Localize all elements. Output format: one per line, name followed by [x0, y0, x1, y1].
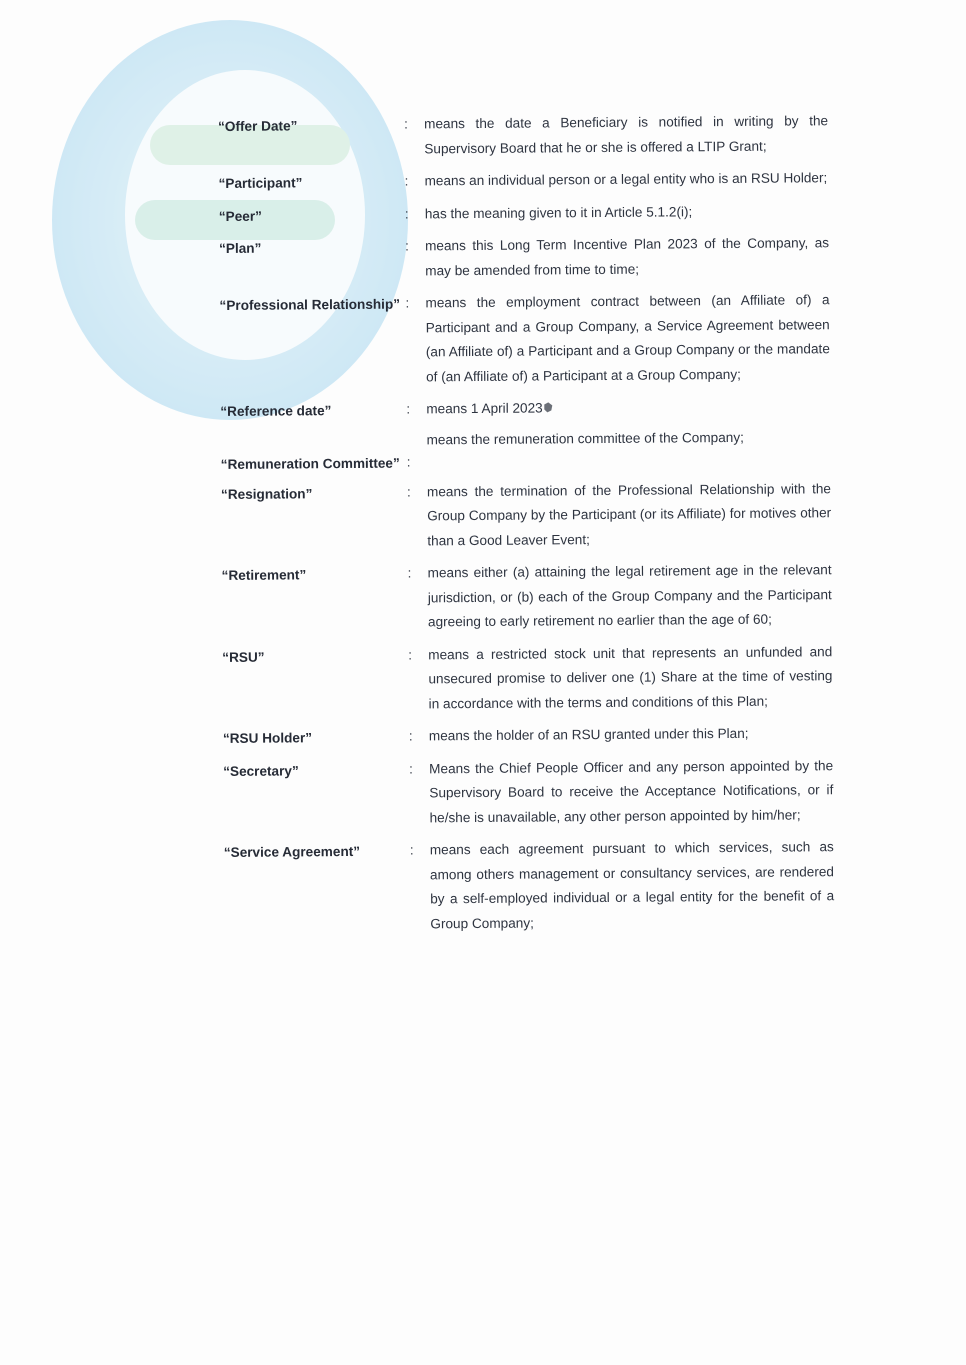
definition-professional-relationship: means the employment contract between (an Affiliate of) a Participant and a Group Company, a Service Agreement between (an Affiliate of) a Participant and a Group Company or the mandate of (an Affiliate of) a Participant at a Group Company;	[425, 292, 830, 384]
separator-colon: :	[408, 646, 413, 663]
term-participant: “Participant”	[218, 175, 303, 191]
separator-colon: :	[405, 295, 410, 311]
definition-retirement: means either (a) attaining the legal retirement age in the relevant jurisdiction, or (b) each of the Group Company and the Participant agreeing to early retirement no earlier than the age of 60;	[427, 562, 832, 630]
definition-rsu: means a restricted stock unit that represents an unfunded and unsecured promise to deliver one (1) Share at the time of vesting in accordance with the terms and conditions of this Plan;	[428, 643, 833, 711]
term-plan: “Plan”	[218, 240, 262, 256]
separator-colon: :	[406, 483, 411, 500]
ink-mark-icon	[543, 401, 555, 413]
definition-remuneration-committee: means the remuneration committee of the Company;	[426, 429, 744, 447]
term-secretary: “Secretary”	[223, 762, 299, 779]
definition-peer: has the meaning given to it in Article 5.1.2(i);	[424, 203, 693, 221]
definition-row-retirement	[222, 558, 833, 636]
definition-row-service-agreement	[224, 835, 835, 938]
definition-rsu-holder: means the holder of an RSU granted under this Plan;	[428, 725, 749, 744]
definitions-list	[218, 109, 834, 938]
definition-row-professional-relationship	[219, 288, 830, 391]
term-professional-relationship: “Professional Relationship”	[219, 296, 401, 313]
definition-row-rsu-holder	[223, 721, 833, 750]
definition-row-participant	[218, 166, 828, 195]
separator-colon: :	[409, 842, 414, 858]
definition-row-peer	[219, 199, 829, 228]
definition-service-agreement: means each agreement pursuant to which services, such as among others management or consultancy services, are rendered by a self-employed individual or a legal entity for the benefit of a Group Company;	[429, 839, 835, 931]
definition-row-plan	[219, 231, 829, 285]
separator-colon: :	[408, 728, 413, 744]
separator-colon: :	[407, 565, 412, 581]
definition-row-reference-date	[220, 394, 830, 423]
definition-reference-date	[426, 394, 830, 422]
definition-resignation: means the termination of the Professional Relationship with the Group Company by the Participant (or its Affiliate) for motives other than a Good Leaver Event;	[426, 480, 832, 548]
term-resignation: “Resignation”	[220, 485, 313, 502]
separator-colon: :	[404, 173, 409, 189]
definition-offer-date: means the date a Beneficiary is notified in writing by the Supervisory Board that he or she is offered a LTIP Grant;	[424, 113, 829, 156]
separator-colon: :	[409, 760, 413, 777]
definition-row-offer-date	[218, 109, 828, 163]
term-service-agreement: “Service Agreement”	[223, 843, 361, 860]
definition-reference-date-text: means 1 April 2023	[426, 400, 543, 417]
separator-colon: :	[404, 116, 408, 132]
term-offer-date: “Offer Date”	[218, 118, 298, 134]
definition-plan: means this Long Term Incentive Plan 2023 of the Company, as may be amended from time to time;	[424, 235, 830, 278]
definition-row-rsu	[222, 640, 833, 718]
separator-colon: :	[406, 401, 411, 417]
term-retirement: “Retirement”	[221, 567, 307, 583]
separator-colon: :	[404, 238, 409, 254]
term-rsu: “RSU”	[222, 649, 265, 665]
definition-secretary: Means the Chief People Officer and any person appointed by the Supervisory Board to receive the Acceptance Notifications, or if he/she is unavailable, any other person appointed by him/her;	[429, 757, 834, 825]
term-reference-date: “Reference date”	[220, 403, 332, 419]
definition-participant: means an individual person or a legal entity who is an RSU Holder;	[424, 170, 828, 189]
definition-row-resignation	[221, 477, 832, 555]
term-peer: “Peer”	[218, 208, 262, 224]
definition-row-secretary	[223, 754, 834, 832]
separator-colon: :	[406, 453, 411, 470]
separator-colon: :	[404, 206, 409, 222]
term-remuneration-committee: “Remuneration Committee”	[220, 455, 400, 472]
term-rsu-holder: “RSU Holder”	[222, 730, 313, 746]
